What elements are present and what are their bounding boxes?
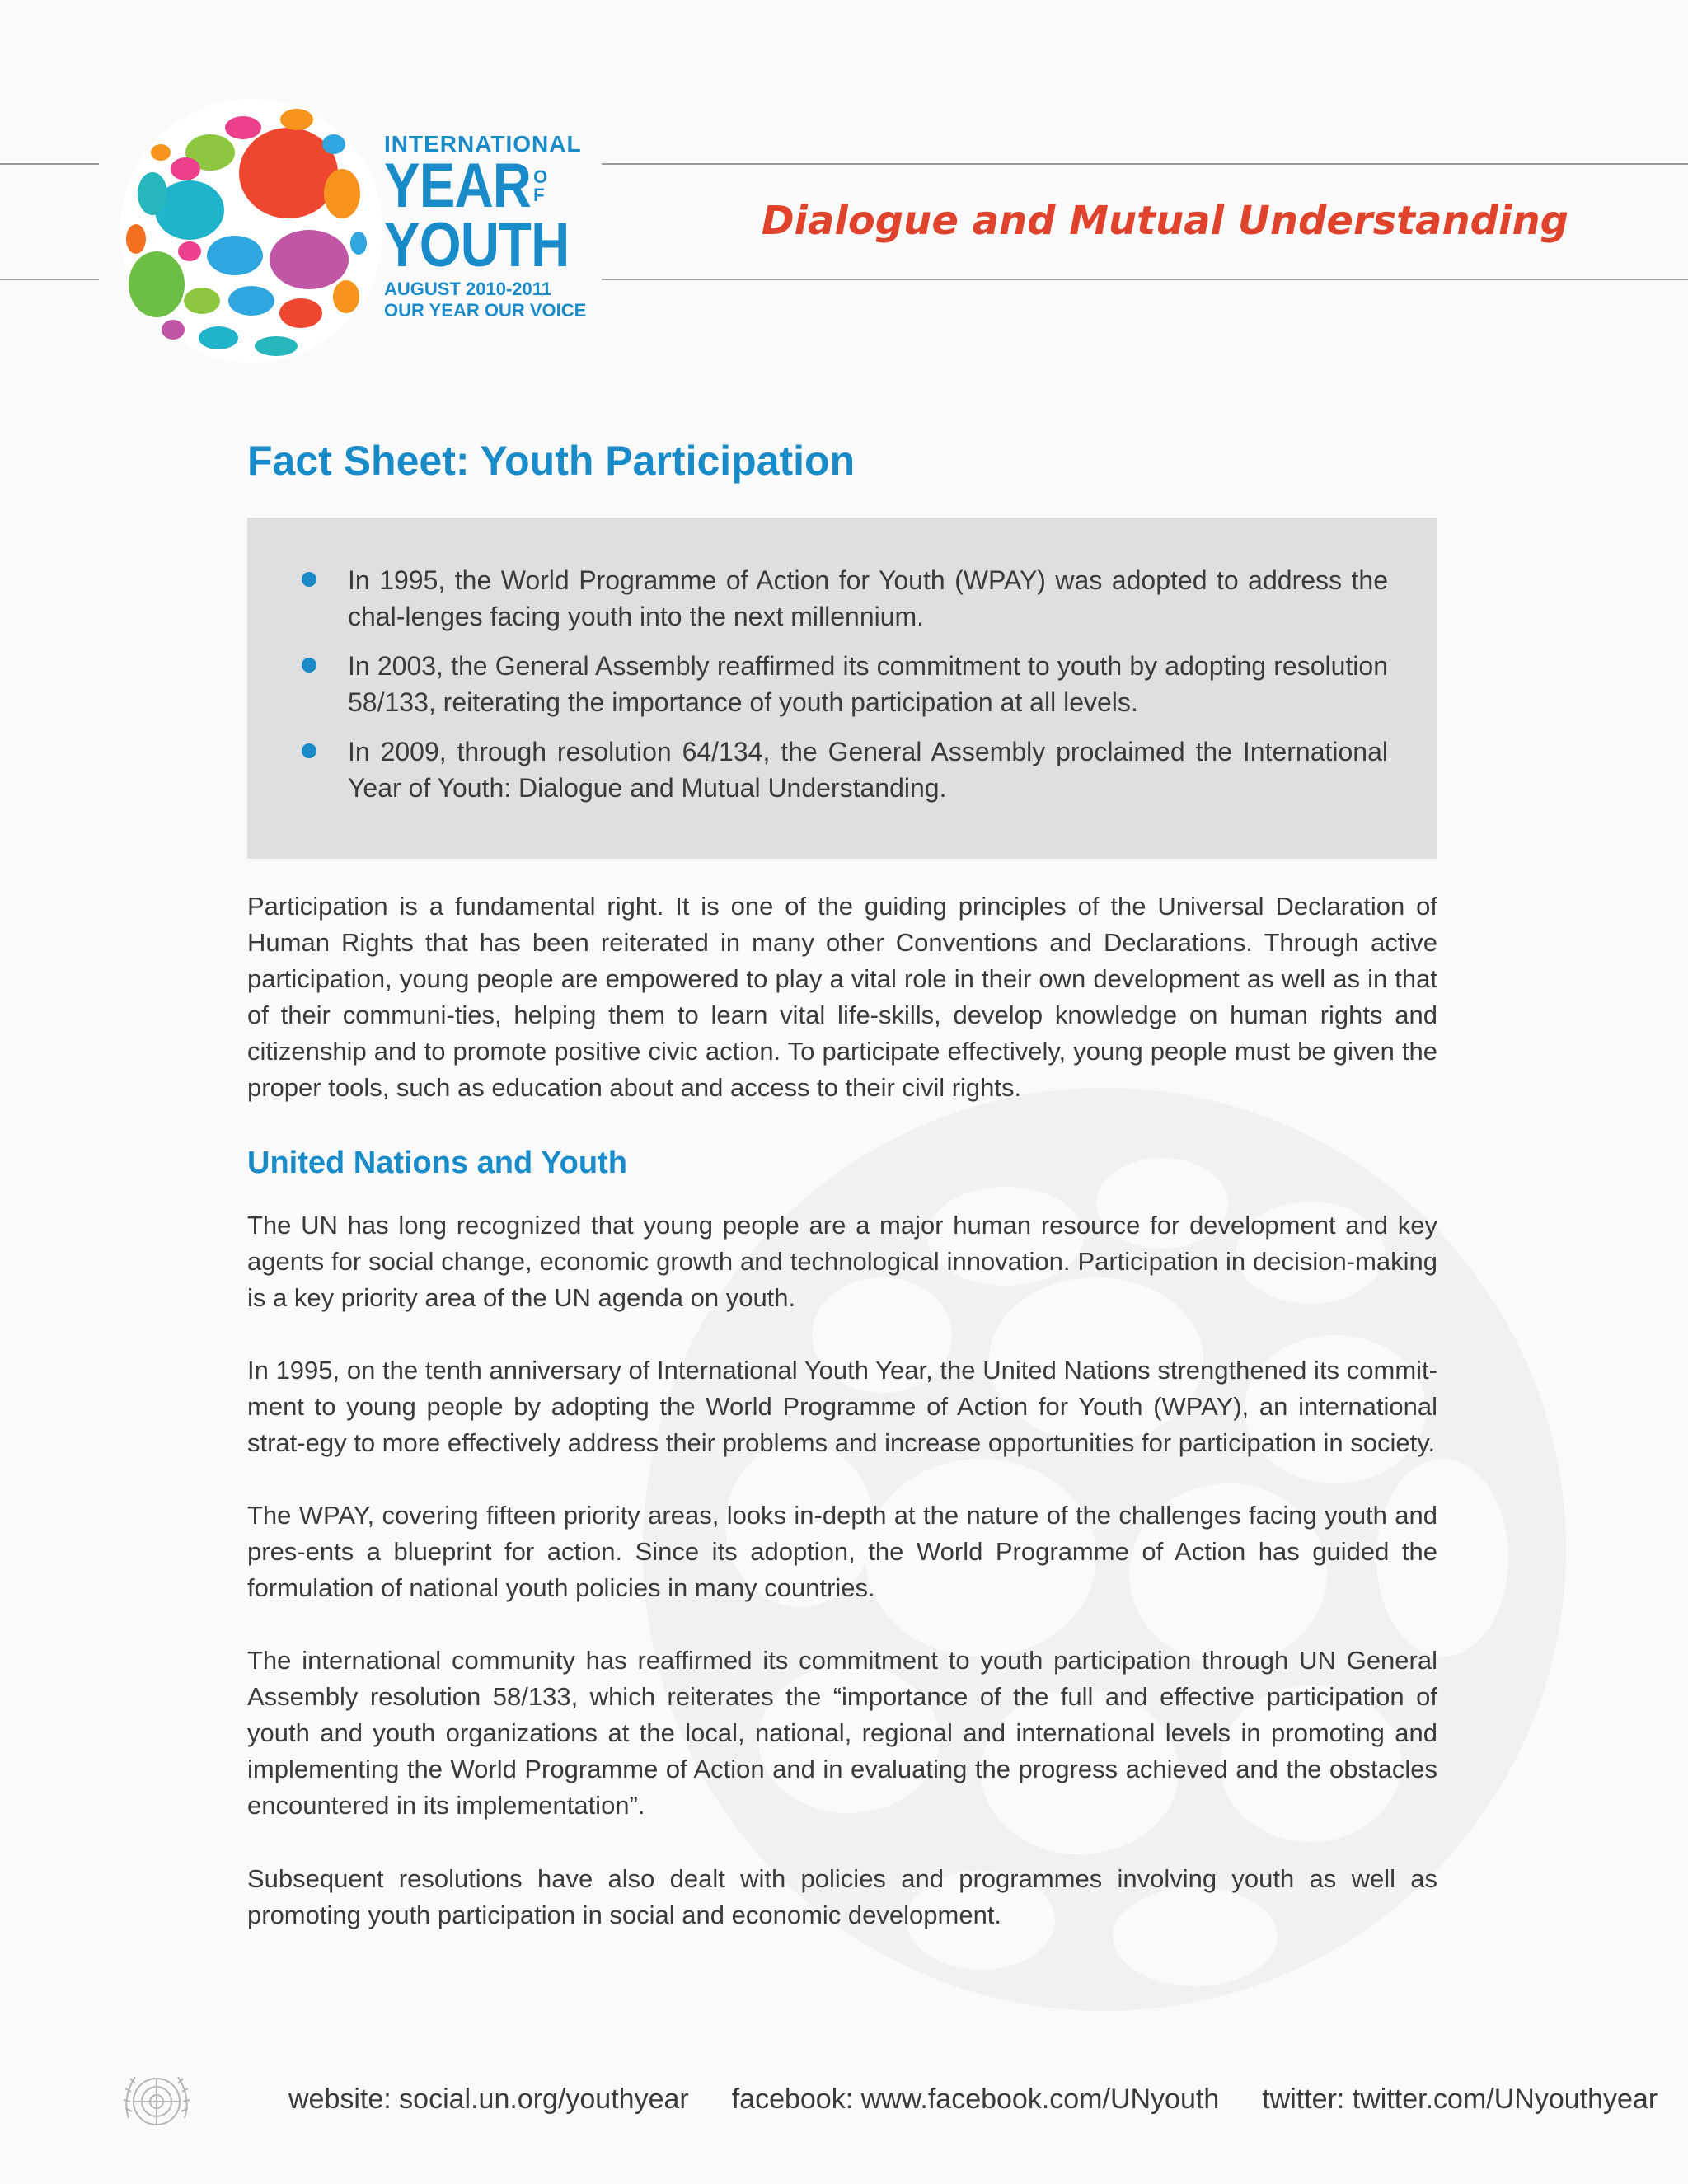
summary-item-text: In 2009, through resolution 64/134, the General Assembly proclaimed the International Year of Youth: Dialogue and Mutual Understanding. <box>348 737 1388 803</box>
footer-facebook-link[interactable]: facebook: www.facebook.com/UNyouth <box>731 2083 1220 2115</box>
header-tagline: Dialogue and Mutual Understanding <box>761 198 1568 244</box>
logo-word-of <box>533 168 547 204</box>
section-heading: United Nations and Youth <box>247 1146 627 1180</box>
iyy-logo-wordmark <box>384 132 598 321</box>
bullet-dot-icon <box>302 743 316 758</box>
logo-word-year: YEAR <box>384 151 532 221</box>
footer-twitter-link[interactable]: twitter: twitter.com/UNyouthyear <box>1262 2083 1658 2115</box>
intro-paragraph: Participation is a fundamental right. It is one of the guiding principles of the Universal Declaration of Human Rights that has been reiterated in many other Conventions and Declarations. Through active participation, young people are empowered to play a vital role in their own development as well as in that of their communi-ties, helping them to learn vital life-skills, develop knowledge on human rights and citizenship and to promote positive civic action. To participate effectively, young people must be given the proper tools, such as education about and access to their civil rights. <box>247 892 1437 1102</box>
page-title: Fact Sheet: Youth Participation <box>247 438 856 484</box>
section-paragraph: Subsequent resolutions have also dealt with policies and programmes involving youth as well as promoting youth participation in social and economic development. <box>247 1864 1437 1929</box>
iyy-logo-globe-icon <box>111 95 392 367</box>
logo-line-international: INTERNATIONAL <box>384 131 582 157</box>
summary-item-text: In 2003, the General Assembly reaffirmed its commitment to youth by adopting resolution 58/133, reiterating the importance of youth participation at all levels. <box>348 651 1388 717</box>
logo-of-o: O <box>533 166 548 187</box>
section-paragraph: The UN has long recognized that young people are a major human resource for development and key agents for social change, economic growth and technological innovation. Participation in decision-making is a key priority area of the UN agenda on youth. <box>247 1211 1437 1312</box>
summary-item <box>348 648 1388 720</box>
section-paragraph: In 1995, on the tenth anniversary of International Youth Year, the United Nations strengthened its commit-ment to young people by adopting the World Programme of Action for Youth (WPAY), an international strat-egy to more effectively address their problems and increase opportunities for participation in society. <box>247 1356 1437 1457</box>
summary-list <box>247 518 1437 806</box>
logo-word-youth: YOUTH <box>384 210 570 280</box>
header-rule-bottom-right <box>602 279 1688 280</box>
bullet-dot-icon <box>302 658 316 673</box>
summary-item <box>348 562 1388 635</box>
logo-slogan: OUR YEAR OUR VOICE <box>384 300 587 321</box>
header-rule-top-left <box>0 163 99 165</box>
header-rule-bottom-left <box>0 279 99 280</box>
section-paragraph: The WPAY, covering fifteen priority areas, looks in-depth at the nature of the challenges facing youth and pres-ents a blueprint for action. Since its adoption, the World Programme of Action has guided the formulation of national youth policies in many countries. <box>247 1501 1437 1602</box>
summary-item-text: In 1995, the World Programme of Action for Youth (WPAY) was adopted to address the chal-lenges facing youth into the next millennium. <box>348 565 1388 631</box>
summary-box <box>247 518 1437 859</box>
un-emblem-icon <box>115 2060 198 2143</box>
logo-dates: AUGUST 2010-2011 <box>384 279 551 299</box>
bullet-dot-icon <box>302 572 316 587</box>
header-rule-top-right <box>602 163 1688 165</box>
logo-of-f: F <box>533 185 545 205</box>
footer-website-link[interactable]: website: social.un.org/youthyear <box>288 2083 689 2115</box>
summary-item <box>348 733 1388 806</box>
section-paragraph: The international community has reaffirmed its commitment to youth participation through UN General Assembly resolution 58/133, which reiterates the “importance of the full and effective participation of youth and youth organizations at the local, national, regional and international levels in promoting and implementing the World Programme of Action and in evaluating the progress achieved and the obstacles encountered in its implementation”. <box>247 1646 1437 1820</box>
footer-links <box>288 2083 1658 2116</box>
